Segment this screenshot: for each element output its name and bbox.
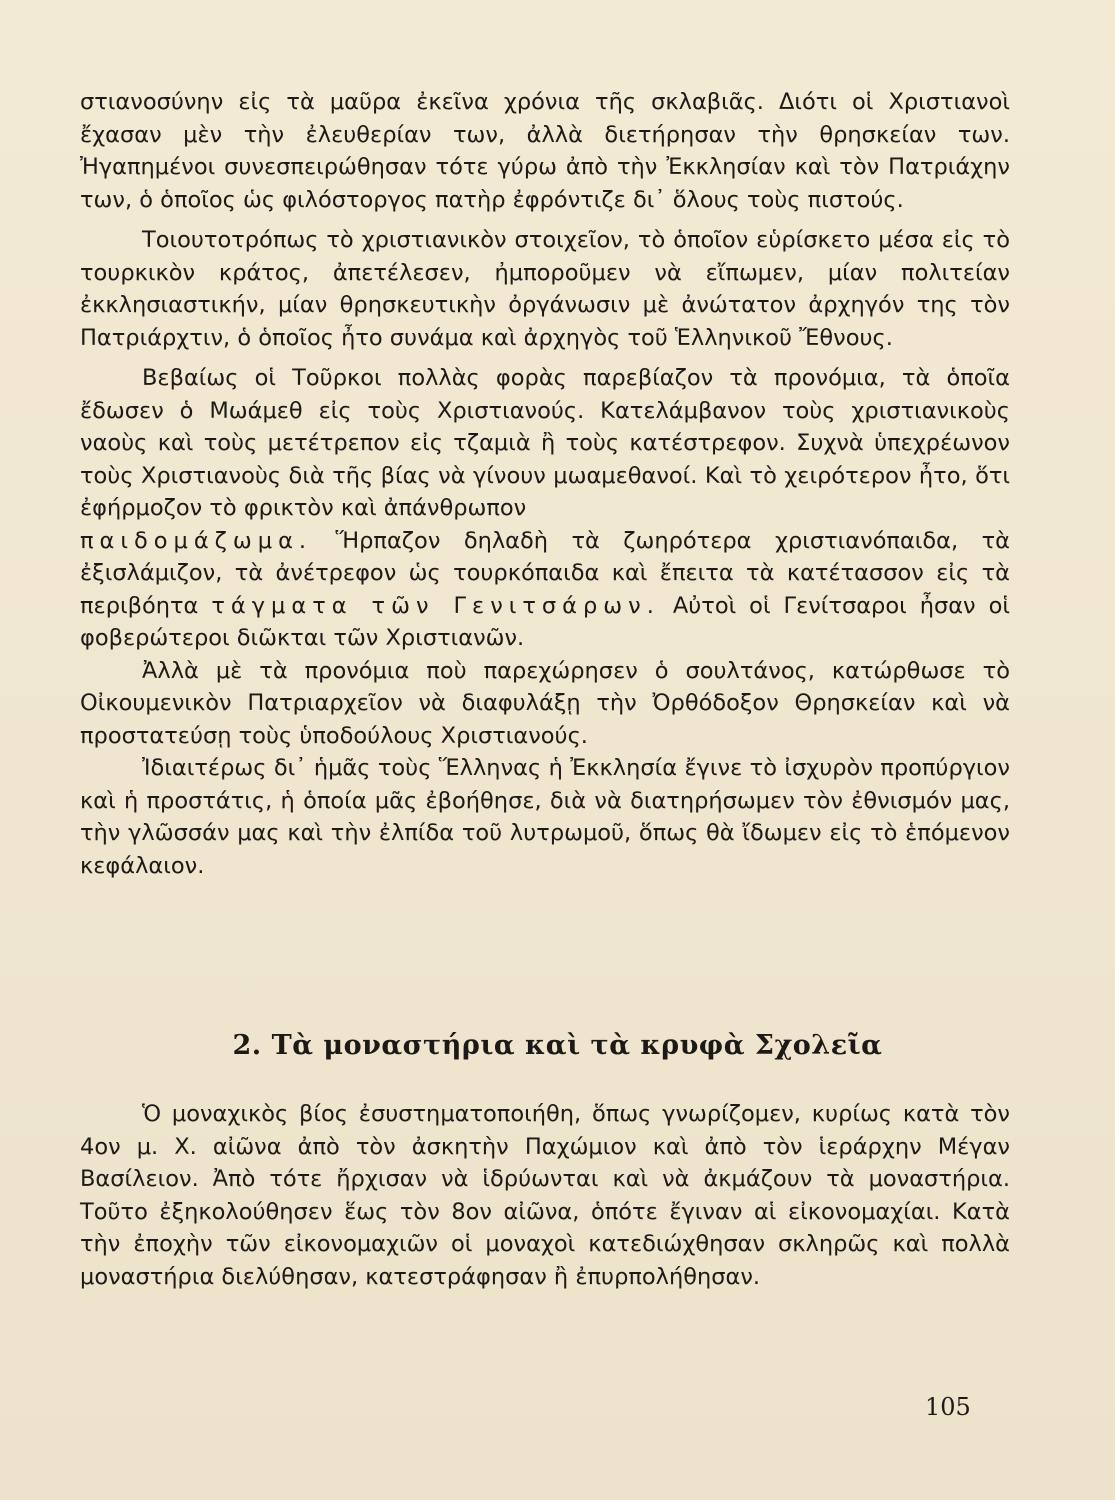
paragraph-3-continued (80, 525, 1010, 655)
paragraph-3-end: Αὐτοὶ οἱ Γενίτσαροι ἦσαν οἱ φοβερώτεροι διῶκται τῶν Χριστιανῶν. (80, 592, 1010, 651)
spaced-term: παιδομάζωμα. (80, 527, 313, 554)
paragraph-4: Ἀλλὰ μὲ τὰ προνόμια ποὺ παρεχώρησεν ὁ σουλτάνος, κατώρθωσε τὸ Οἰκουμενικὸν Πατριαρχεῖον νὰ διαφυλάξῃ τὴν Ὀρθόδοξον Θρησκείαν καὶ νὰ προστατεύσῃ τοὺς ὑποδούλους Χριστιανούς. (80, 657, 1010, 749)
page-number: 105 (925, 1393, 971, 1421)
paragraph-2: Τοιουτοτρόπως τὸ χριστιανικὸν στοιχεῖον, τὸ ὁποῖον εὑρίσκετο μέσα εἰς τὸ τουρκικὸν κράτος, ἀπετέλεσεν, ἠμποροῦμεν νὰ εἴπωμεν, μίαν πολιτείαν ἐκκλησιαστικήν, μίαν θρησκευτικὴν ὀργάνωσιν μὲ ἀνώτατον ἀρχηγόν της τὸν Πατριάρχτιν, ὁ ὁποῖος ἦτο συνάμα καὶ ἀρχηγὸς τοῦ Ἑλληνικοῦ Ἔθνους. (80, 227, 1010, 351)
paragraph-1: στιανοσύνην εἰς τὰ μαῦρα ἐκεῖνα χρόνια τῆς σκλαβιᾶς. Διότι οἱ Χριστιανοὶ ἔχασαν μὲν τὴν ἐλευθερίαν των, ἀλλὰ διετήρησαν τὴν θρησκείαν των. Ἠγαπημένοι συνεσπειρώθησαν τότε γύρω ἀπὸ τὴν Ἐκκλησίαν καὶ τὸν Πατριάχην των, ὁ ὁποῖος ὡς φιλόστοργος πατὴρ ἐφρόντιζε δι᾽ ὅλους τοὺς πιστούς. (80, 89, 1010, 213)
paragraph-6: Ὁ μοναχικὸς βίος ἐσυστηματοποιήθη, ὅπως γνωρίζομεν, κυρίως κατὰ τὸν 4ον μ. Χ. αἰῶνα ἀπὸ τὸν ἀσκητὴν Παχώμιον καὶ ἀπὸ τὸν ἱεράρχην Μέγαν Βασίλειον. Ἀπὸ τότε ἤρχισαν νὰ ἱδρύωνται καὶ νὰ ἀκμάζουν τὰ μοναστήρια. Τοῦτο ἐξηκολούθησεν ἕως τὸν 8ον αἰῶνα, ὁπότε ἔγιναν αἱ εἰκονομαχίαι. Κατὰ τὴν ἐποχὴν τῶν εἰκονομαχιῶν οἱ μοναχοὶ κατεδιώχθησαν σκληρῶς καὶ πολλὰ μοναστήρια διελύθησαν, κατεστράφησαν ἢ ἐπυρπολήθησαν. (80, 1101, 1010, 1290)
paragraph-3: Βεβαίως οἱ Τοῦρκοι πολλὰς φορὰς παρεβίαζον τὰ προνόμια, τὰ ὁποῖα ἔδωσεν ὁ Μωάμεθ εἰς τοὺς Χριστιανούς. Κατελάμβανον τοὺς χριστιανικοὺς ναοὺς καὶ τοὺς μετέτρεπον εἰς τζαμιὰ ἢ τοὺς κατέστρεφον. Συχνὰ ὑπεχρέωνον τοὺς Χριστιανοὺς διὰ τῆς βίας νὰ γίνουν μωαμεθανοί. Καὶ τὸ χειρότερον ἦτο, ὅτι ἐφήρμοζον τὸ φρικτὸν καὶ ἀπάνθρωπον (80, 365, 1010, 521)
paragraph-3-middle: Ἥρπαζον δηλαδὴ τὰ ζωηρότερα χριστιανόπαιδα, τὰ ἐξισλάμιζον, τὰ ἀνέτρεφον ὡς τουρκόπαιδα καὶ ἔπειτα τὰ κατέτασσον εἰς τὰ περιβόητα (80, 527, 1010, 619)
spaced-term-2: τάγματα τῶν Γενιτσάρων. (211, 592, 660, 619)
paragraph-5: Ἰδιαιτέρως δι᾽ ἡμᾶς τοὺς Ἕλληνας ἡ Ἐκκλησία ἔγινε τὸ ἰσχυρὸν προπύργιον καὶ ἡ προστάτις, ἡ ὁποία μᾶς ἐβοήθησε, διὰ νὰ διατηρήσωμεν τὸν ἐθνισμόν μας, τὴν γλῶσσάν μας καὶ τὴν ἐλπίδα τοῦ λυτρωμοῦ, ὅπως θὰ ἴδωμεν εἰς τὸ ἑπόμενον κεφάλαιον. (80, 755, 1010, 879)
section-heading: 2. Τὰ μοναστήρια καὶ τὰ κρυφὰ Σχολεῖα (232, 1030, 883, 1061)
body-text-bottom (80, 1098, 1010, 1293)
body-text-top (80, 86, 1010, 882)
